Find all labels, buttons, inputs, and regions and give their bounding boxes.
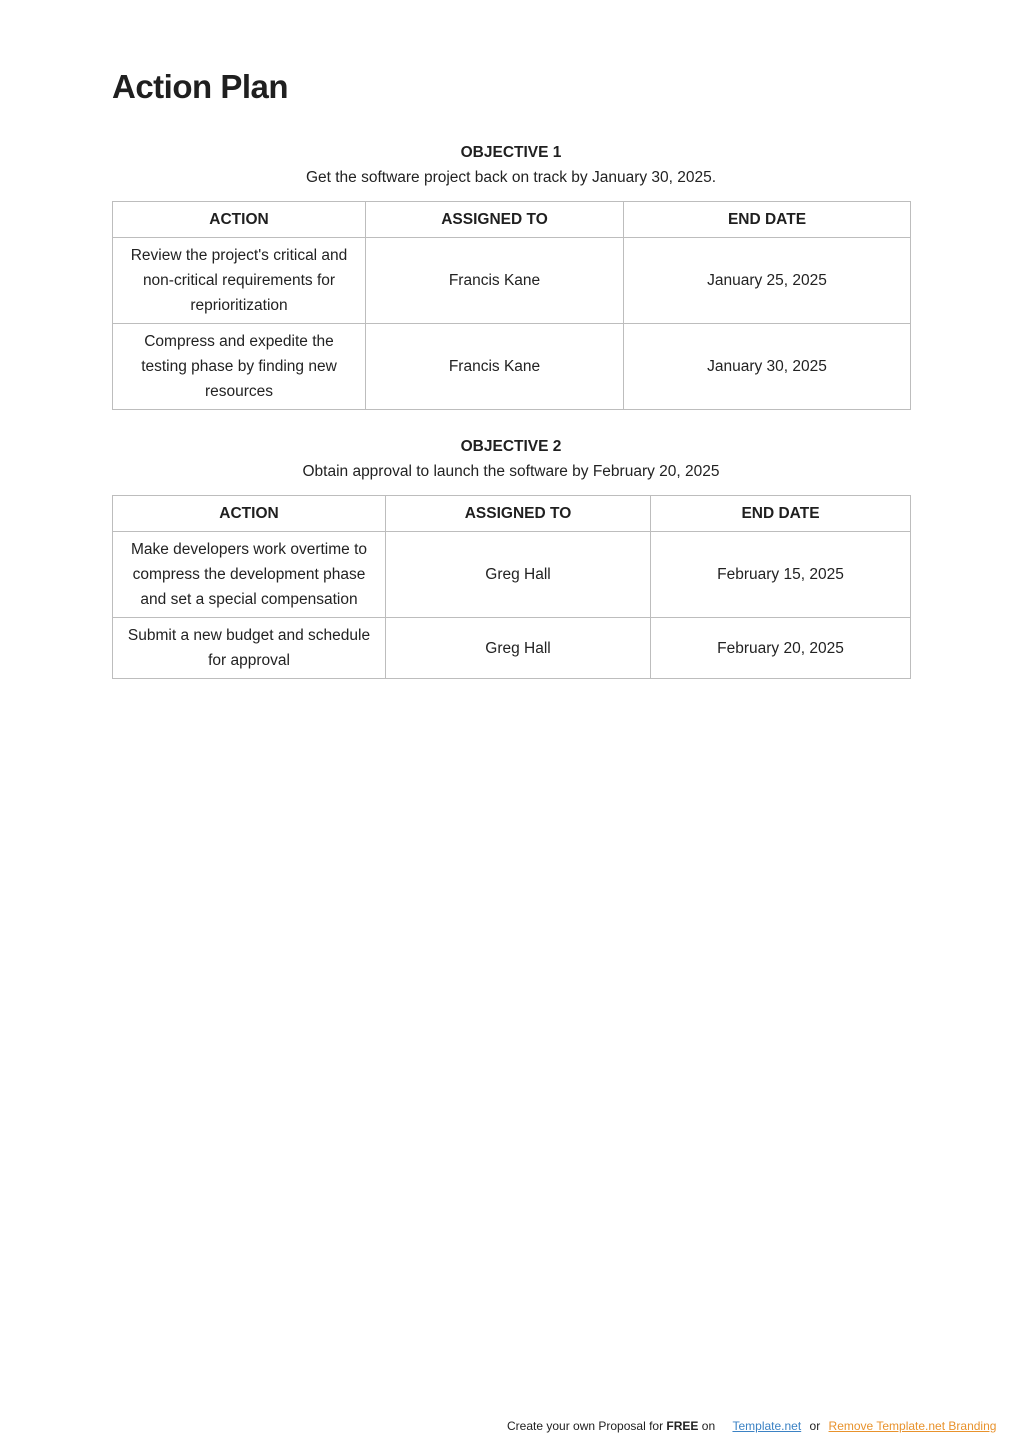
action-cell: Compress and expedite the testing phase by finding new resources <box>113 324 366 410</box>
footer-on-text: on <box>698 1419 716 1433</box>
table-header-row <box>113 496 911 532</box>
footer-branding <box>507 1419 996 1433</box>
footer-prefix-text: Create your own Proposal for <box>507 1419 667 1433</box>
end-date-cell: January 25, 2025 <box>624 238 911 324</box>
assigned-to-cell: Greg Hall <box>386 532 651 618</box>
action-cell: Review the project's critical and non-critical requirements for reprioritization <box>113 238 366 324</box>
column-header-end-date: END DATE <box>624 202 911 238</box>
objective-1-description: Get the software project back on track by January 30, 2025. <box>305 169 717 186</box>
end-date-cell: February 20, 2025 <box>651 618 911 679</box>
objective-2-section <box>112 434 910 679</box>
objective-1-section <box>112 140 910 410</box>
assigned-to-cell: Francis Kane <box>366 238 624 324</box>
assigned-to-cell: Francis Kane <box>366 324 624 410</box>
table-row <box>113 618 911 679</box>
column-header-end-date: END DATE <box>651 496 911 532</box>
action-cell: Make developers work overtime to compress the development phase and set a special compensation <box>113 532 386 618</box>
template-net-link[interactable]: Template.net <box>732 1419 802 1433</box>
table-row <box>113 324 911 410</box>
objective-2-description: Obtain approval to launch the software by February 20, 2025 <box>302 463 720 480</box>
remove-branding-link[interactable]: Remove Template.net Branding <box>828 1419 997 1433</box>
assigned-to-cell: Greg Hall <box>386 618 651 679</box>
end-date-cell: January 30, 2025 <box>624 324 911 410</box>
objective-1-table <box>112 201 911 410</box>
column-header-action: ACTION <box>113 202 366 238</box>
page-title: Action Plan <box>112 68 289 105</box>
column-header-assigned-to: ASSIGNED TO <box>366 202 624 238</box>
objective-2-heading: OBJECTIVE 2 <box>460 438 562 455</box>
end-date-cell: February 15, 2025 <box>651 532 911 618</box>
table-row <box>113 532 911 618</box>
footer-or-text: or <box>809 1419 821 1433</box>
action-cell: Submit a new budget and schedule for approval <box>113 618 386 679</box>
table-row <box>113 238 911 324</box>
column-header-action: ACTION <box>113 496 386 532</box>
column-header-assigned-to: ASSIGNED TO <box>386 496 651 532</box>
table-header-row <box>113 202 911 238</box>
objective-1-heading: OBJECTIVE 1 <box>460 144 562 161</box>
footer-free-text: FREE <box>666 1419 699 1433</box>
objective-2-table <box>112 495 911 679</box>
